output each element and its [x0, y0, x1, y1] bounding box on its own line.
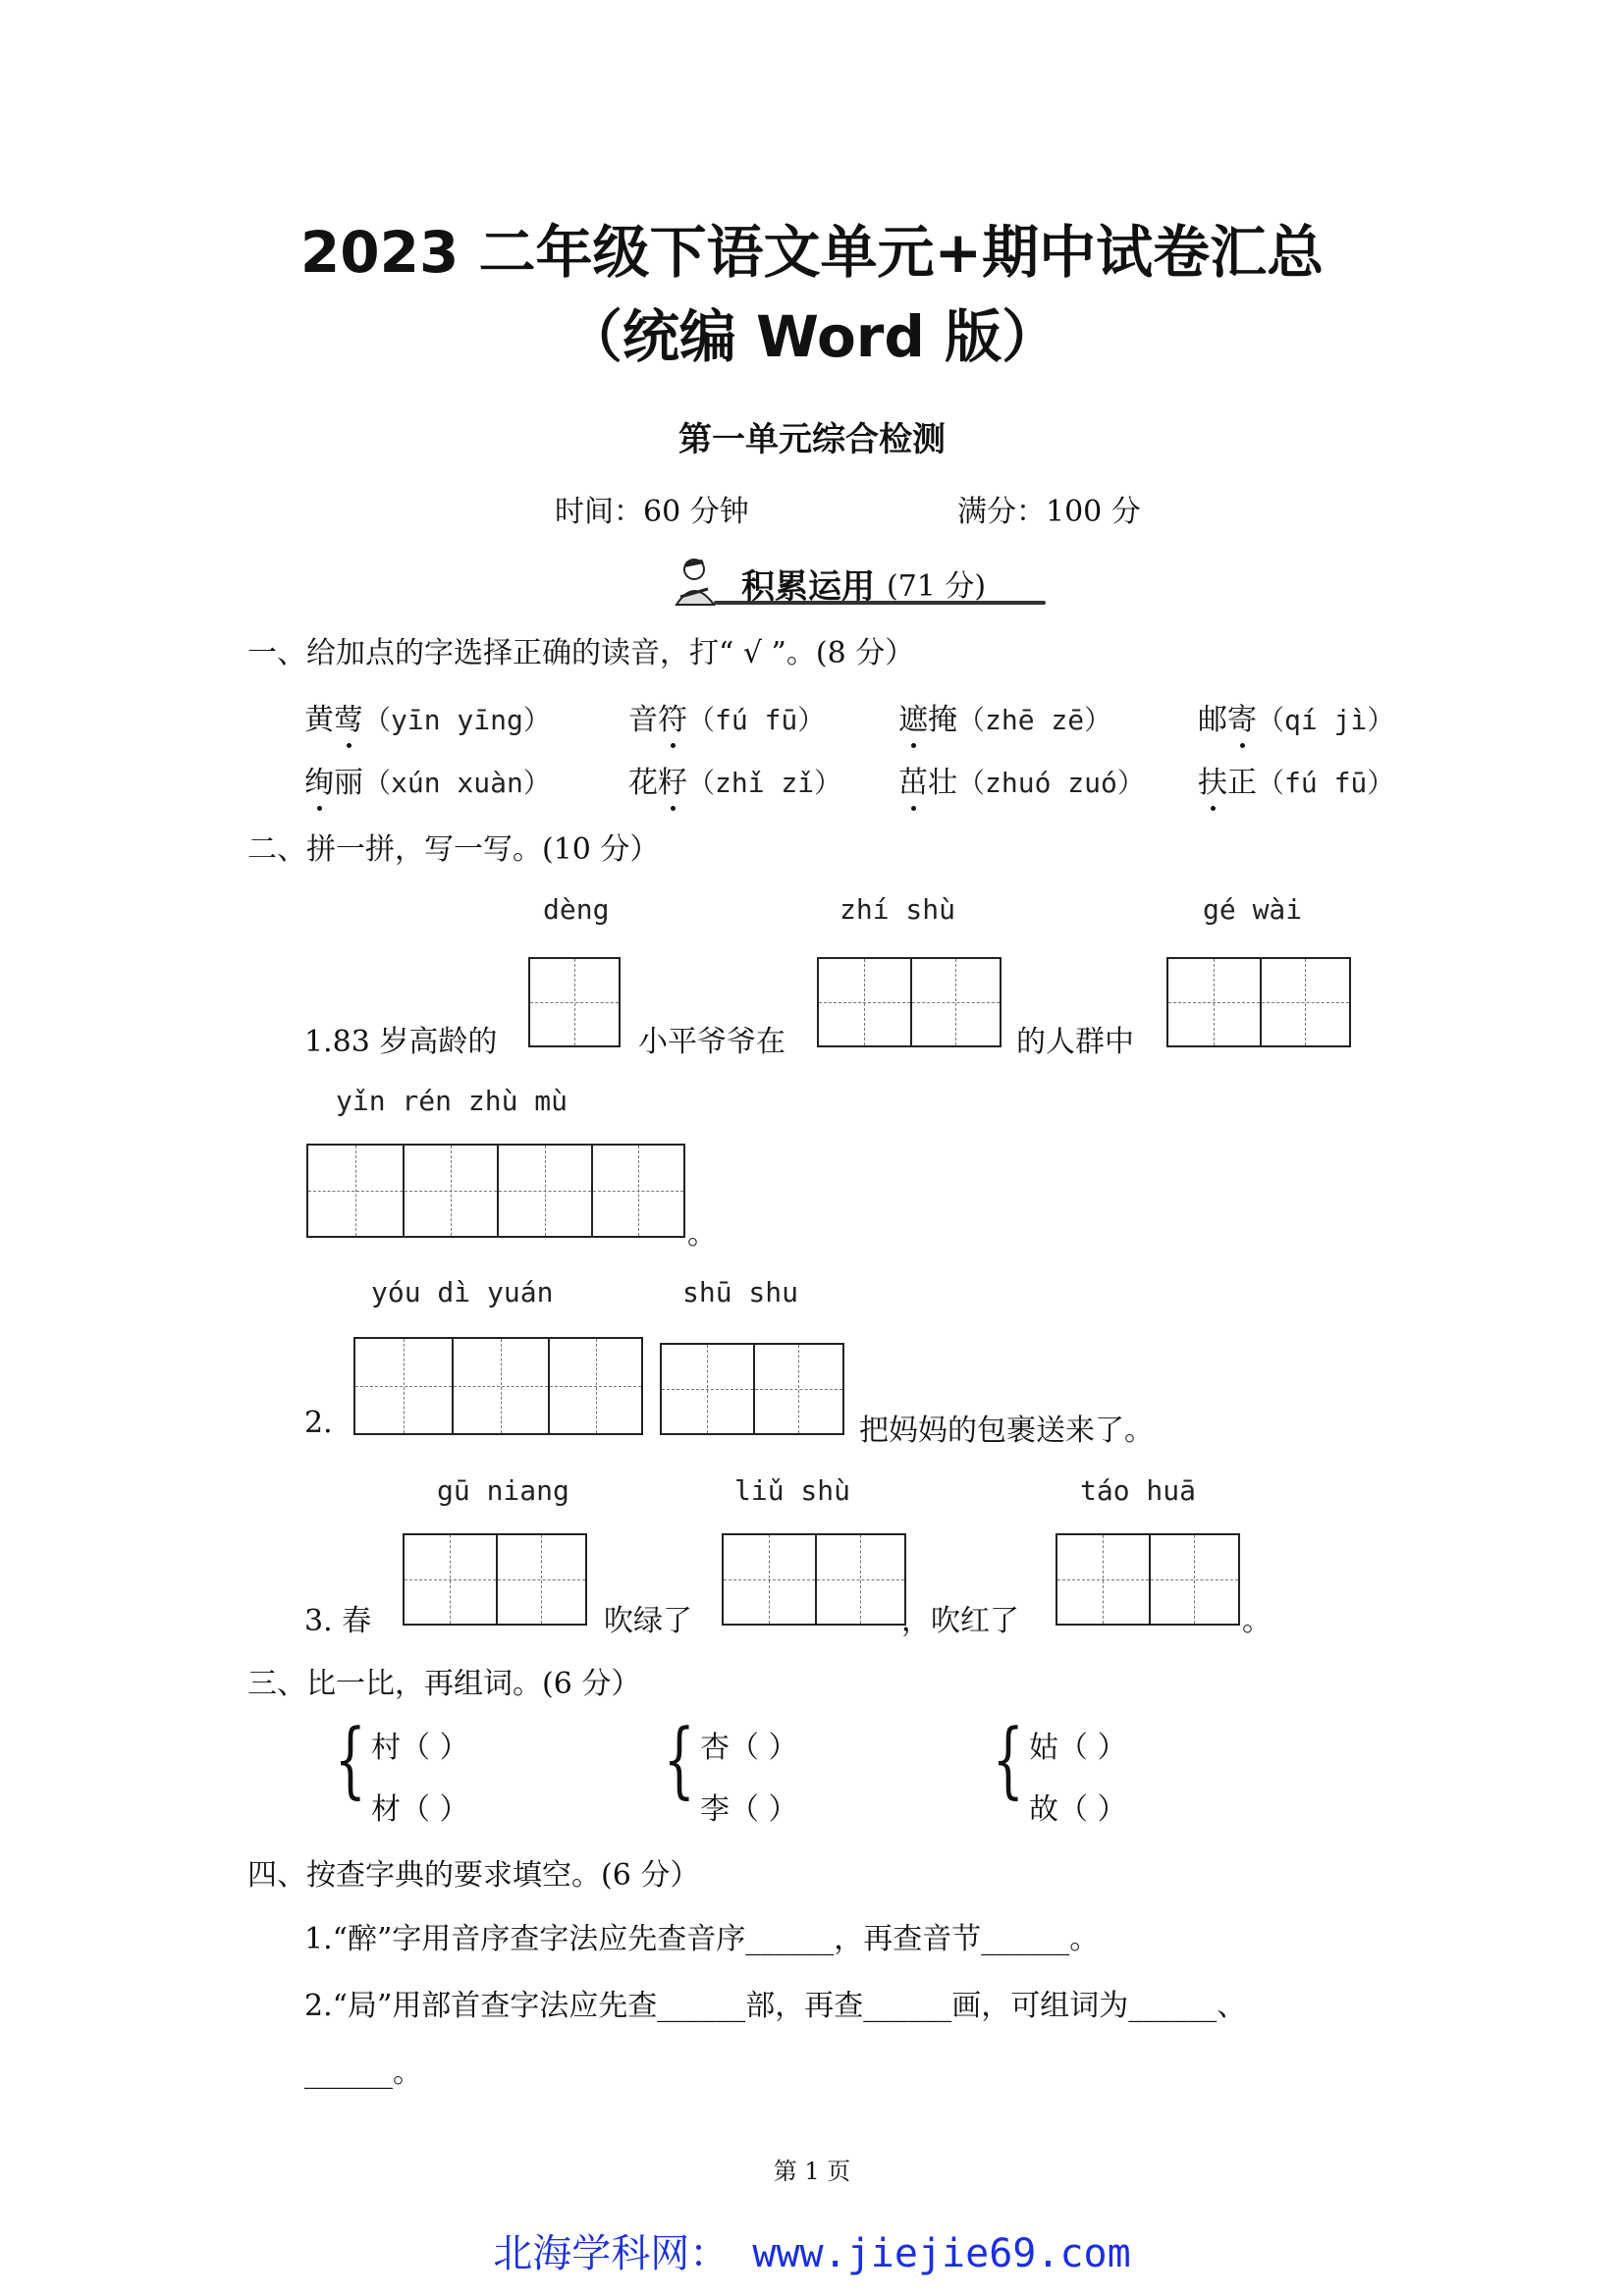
- pinyin-zhi-shu: zhí shù: [839, 893, 956, 926]
- q3-heading: 三、比一比，再组词。(6 分）: [247, 1667, 641, 1701]
- pinyin-shu-shu: shū shu: [682, 1276, 799, 1308]
- group-brace: {: [663, 1711, 695, 1807]
- pinyin-you-di-yuan: yóu dì yuán: [371, 1276, 554, 1308]
- compare-word-bottom[interactable]: 材（ ）: [371, 1792, 469, 1827]
- word-char: 花: [628, 766, 658, 800]
- compare-word-top[interactable]: 姑（ ）: [1029, 1731, 1127, 1765]
- dotted-char: 扶: [1198, 758, 1227, 801]
- word-char: 邮: [1198, 703, 1227, 737]
- dotted-char: 遮: [898, 695, 928, 738]
- dotted-char: 籽: [658, 758, 687, 801]
- pinyin-options[interactable]: （qí jì）: [1257, 704, 1395, 736]
- q1-row2-item-4: [1198, 758, 1394, 801]
- q1-row1-item-4: [1198, 695, 1394, 738]
- dotted-char: 寄: [1227, 695, 1257, 738]
- writing-grid-zhi-shu[interactable]: [817, 957, 1001, 1047]
- q4-line-2: 2.“局”用部首查字法应先查______部，再查______画，可组词为______、: [304, 1989, 1247, 2023]
- q1-heading: 一、给加点的字选择正确的读音，打“ √ ”。(8 分）: [247, 636, 915, 670]
- writing-grid-deng[interactable]: [528, 957, 621, 1047]
- pinyin-options[interactable]: （fú fū）: [1257, 767, 1395, 799]
- banner-points: (71 分): [887, 569, 987, 604]
- compare-word-top[interactable]: 杏（ ）: [700, 1731, 798, 1765]
- writing-grid-shu-shu[interactable]: [660, 1343, 844, 1435]
- writing-grid-yin-ren-zhu-mu[interactable]: [306, 1144, 685, 1238]
- pinyin-options[interactable]: （zhǐ zǐ）: [687, 767, 842, 799]
- site-watermark: 北海学科网： www.jiejie69.com: [493, 2231, 1131, 2276]
- exam-time: 时间：60 分钟: [555, 495, 749, 529]
- compare-word-top[interactable]: 村（ ）: [371, 1731, 469, 1765]
- word-char: 丽: [334, 766, 363, 800]
- compare-word-bottom[interactable]: 故（ ）: [1029, 1792, 1127, 1827]
- s1-period: 。: [687, 1217, 717, 1252]
- section-banner: [663, 556, 1046, 611]
- s3-period: 。: [1242, 1604, 1272, 1638]
- exam-full-score: 满分：100 分: [957, 495, 1141, 529]
- q1-row2-item-3: [898, 758, 1145, 801]
- s2-text-end: 把妈妈的包裹送来了。: [859, 1414, 1154, 1448]
- q4-heading: 四、按查字典的要求填空。(6 分）: [247, 1858, 700, 1893]
- word-char: 音: [628, 703, 658, 737]
- document-title-line1: 2023 二年级下语文单元+期中试卷汇总: [299, 219, 1325, 286]
- q1-row1-item-3: [898, 695, 1111, 738]
- compare-word-bottom[interactable]: 李（ ）: [700, 1792, 798, 1827]
- group-brace: {: [334, 1711, 366, 1807]
- pinyin-deng: dèng: [543, 893, 610, 926]
- q1-row2-item-2: [628, 758, 841, 801]
- document-title-line2: （统编 Word 版）: [565, 303, 1059, 370]
- writing-grid-tao-hua[interactable]: [1056, 1533, 1240, 1626]
- pinyin-ge-wai: gé wài: [1203, 893, 1303, 926]
- q1-row1-item-1: [304, 695, 551, 738]
- s3-text-b: 吹绿了: [604, 1604, 692, 1638]
- pinyin-liu-shu: liǔ shù: [734, 1474, 851, 1507]
- q4-line-1: 1.“醉”字用音序查字法应先查音序______，再查音节______。: [304, 1922, 1100, 1956]
- writing-grid-gu-niang[interactable]: [403, 1533, 587, 1626]
- dotted-char: 绚: [304, 758, 334, 801]
- group-brace: {: [992, 1711, 1024, 1807]
- unit-title: 第一单元综合检测: [678, 420, 946, 459]
- s3-number: 3. 春: [304, 1604, 372, 1638]
- pinyin-options[interactable]: （zhē zē）: [957, 704, 1112, 736]
- pinyin-tao-hua: táo huā: [1080, 1474, 1197, 1507]
- q4-line-3: ______。: [304, 2056, 422, 2090]
- pinyin-options[interactable]: （xún xuàn）: [363, 767, 551, 799]
- word-char: 壮: [928, 766, 957, 800]
- word-char: 掩: [928, 703, 957, 737]
- q2-heading: 二、拼一拼，写一写。(10 分）: [247, 832, 660, 867]
- pinyin-options[interactable]: （zhuó zuó）: [957, 767, 1145, 799]
- pinyin-options[interactable]: （yīn yīng）: [363, 704, 551, 736]
- dotted-char: 莺: [334, 695, 363, 738]
- s2-number: 2.: [304, 1406, 333, 1440]
- page-number: 第 1 页: [773, 2158, 851, 2185]
- banner-label: 积累运用: [741, 567, 875, 607]
- word-char: 黄: [304, 703, 334, 737]
- word-char: 正: [1227, 766, 1257, 800]
- s1-text-b: 小平爷爷在: [638, 1025, 785, 1059]
- pinyin-options[interactable]: （fú fū）: [687, 704, 826, 736]
- pinyin-yin-ren-zhu-mu: yǐn rén zhù mù: [336, 1085, 568, 1117]
- s3-text-c: ，吹红了: [901, 1604, 1019, 1638]
- dotted-char: 符: [658, 695, 687, 738]
- writing-grid-you-di-yuan[interactable]: [353, 1337, 643, 1435]
- s1-text-a: 1.83 岁高龄的: [304, 1025, 498, 1059]
- s1-text-c: 的人群中: [1016, 1025, 1134, 1059]
- dotted-char: 茁: [898, 758, 928, 801]
- writing-grid-liu-shu[interactable]: [722, 1533, 906, 1626]
- writing-grid-ge-wai[interactable]: [1166, 957, 1351, 1047]
- pinyin-gu-niang: gū niang: [437, 1474, 569, 1507]
- q1-row1-item-2: [628, 695, 825, 738]
- q1-row2-item-1: [304, 758, 551, 801]
